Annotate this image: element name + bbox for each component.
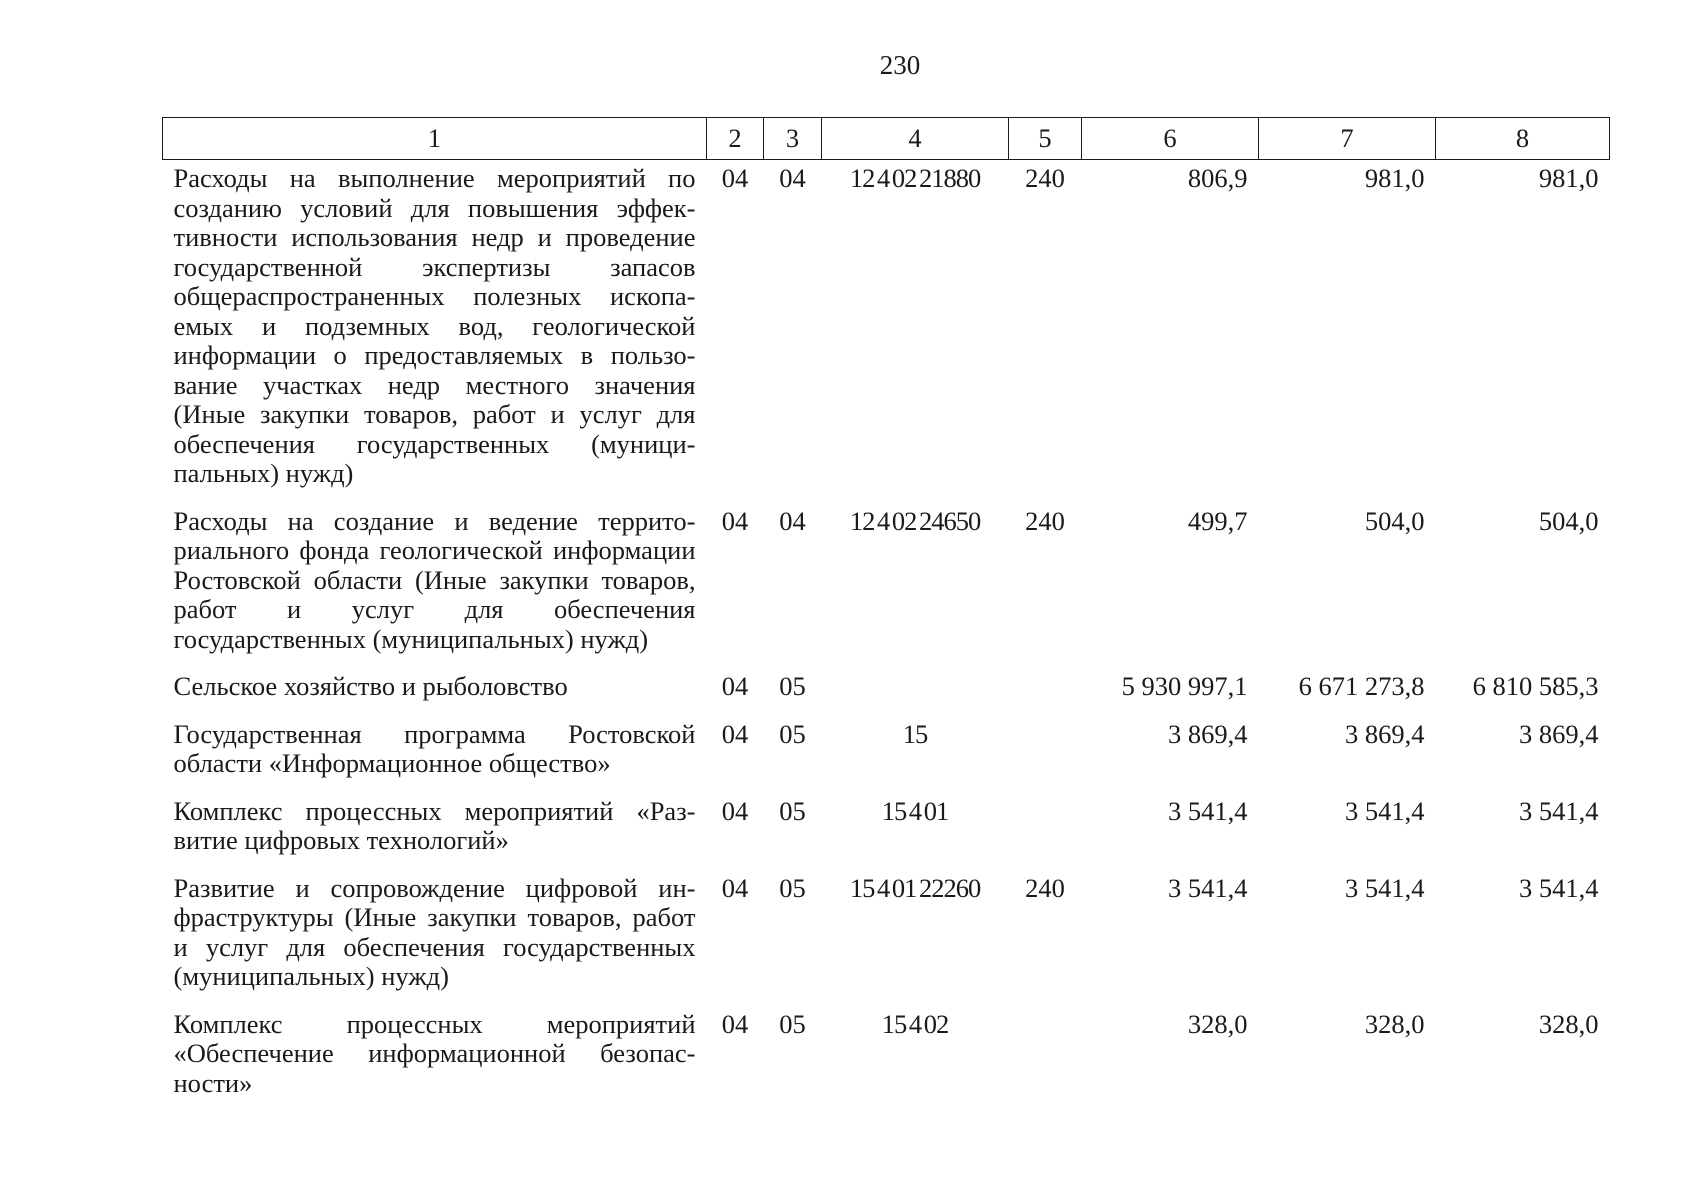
row-section-code: 04	[721, 505, 749, 536]
row-subsection-code: 04	[779, 163, 806, 193]
row-name: Расходы на создание и ведение территориального фонда геологической информации Ростовской области (Иные закупки товаров, работ и услуг для обеспечения государственных (муниципальных) нужд)	[173, 505, 696, 654]
row-amount-year-2: 504,0	[1364, 505, 1425, 536]
row-subsection-code: 05	[779, 795, 806, 826]
header-cell-5: 5	[1009, 118, 1082, 160]
table-row	[163, 498, 1610, 664]
row-expense-type: 240	[1025, 163, 1065, 193]
row-expense-type: 240	[1025, 505, 1065, 536]
row-subsection-code: 05	[779, 718, 806, 749]
row-expense-type	[1009, 1001, 1082, 1108]
row-subsection-code: 04	[779, 505, 806, 536]
row-amount-year-2: 3 541,4	[1345, 795, 1425, 826]
header-cell-6: 6	[1082, 118, 1259, 160]
row-target-article	[822, 663, 1009, 711]
row-expense-type	[1009, 788, 1082, 865]
row-section-code: 04	[721, 671, 749, 701]
row-target-article: 15 4 01	[881, 795, 949, 826]
row-name: Развитие и сопровождение цифровой инфраструктуры (Иные закупки товаров, работ и услуг для обеспечения государственных (муниципальных) нужд)	[173, 872, 696, 991]
row-target-article: 15	[902, 718, 928, 749]
row-section-code: 04	[721, 1008, 749, 1039]
row-amount-year-2: 328,0	[1364, 1008, 1425, 1039]
row-name: Расходы на выполнение мероприятий по созданию условий для повышения эффективности использования недр и проведение государственной экспертизы запасов общераспространенных полезных ископаемых и подземных вод, геологической информации о предоставляемых в пользование участках недр местного значения (Иные закупки товаров, работ и услуг для обеспечения государственных (муниципальных) нужд)	[173, 163, 696, 488]
row-target-article: 15 4 02	[881, 1008, 949, 1039]
row-amount-year-1: 3 541,4	[1168, 795, 1248, 826]
row-amount-year-2: 3 869,4	[1345, 718, 1425, 749]
row-amount-year-3: 981,0	[1538, 163, 1599, 193]
table-row	[163, 788, 1610, 865]
row-amount-year-3: 6 810 585,3	[1472, 671, 1599, 701]
row-amount-year-1: 499,7	[1187, 505, 1248, 536]
row-amount-year-1: 5 930 997,1	[1121, 671, 1248, 701]
table-row	[163, 865, 1610, 1001]
header-cell-1: 1	[163, 118, 707, 160]
budget-table	[162, 117, 1610, 1107]
row-target-article: 12 4 02 21880	[849, 163, 981, 193]
table-row	[163, 1001, 1610, 1108]
row-section-code: 04	[721, 163, 749, 193]
header-row	[163, 118, 1610, 160]
row-target-article: 12 4 02 24650	[849, 505, 981, 536]
table-row	[163, 160, 1610, 498]
row-amount-year-3: 3 869,4	[1519, 718, 1599, 749]
row-amount-year-3: 3 541,4	[1519, 795, 1599, 826]
row-expense-type	[1009, 711, 1082, 788]
row-amount-year-3: 328,0	[1538, 1008, 1599, 1039]
header-cell-3: 3	[764, 118, 822, 160]
row-amount-year-1: 3 541,4	[1168, 872, 1248, 903]
row-expense-type	[1009, 663, 1082, 711]
row-name: Комплекс процессных мероприятий «Развитие цифровых технологий»	[173, 795, 696, 855]
row-expense-type: 240	[1025, 872, 1065, 903]
row-amount-year-1: 3 869,4	[1168, 718, 1248, 749]
row-amount-year-1: 806,9	[1187, 163, 1248, 193]
table-row	[163, 711, 1610, 788]
row-amount-year-2: 981,0	[1364, 163, 1425, 193]
row-name: Сельское хозяйство и рыболовство	[173, 671, 568, 701]
header-cell-2: 2	[707, 118, 764, 160]
row-subsection-code: 05	[779, 872, 806, 903]
row-target-article: 15 4 01 22260	[849, 872, 981, 903]
header-cell-4: 4	[822, 118, 1009, 160]
page-number: 230	[879, 50, 921, 80]
row-amount-year-3: 3 541,4	[1519, 872, 1599, 903]
row-section-code: 04	[721, 718, 749, 749]
row-amount-year-2: 6 671 273,8	[1298, 671, 1425, 701]
row-section-code: 04	[721, 872, 749, 903]
row-amount-year-1: 328,0	[1187, 1008, 1248, 1039]
row-amount-year-3: 504,0	[1538, 505, 1599, 536]
row-subsection-code: 05	[779, 1008, 806, 1039]
row-subsection-code: 05	[779, 671, 806, 701]
row-amount-year-2: 3 541,4	[1345, 872, 1425, 903]
row-name: Государственная программа Ростовской области «Информационное общество»	[173, 718, 696, 778]
row-name: Комплекс процессных мероприятий «Обеспечение информационной безопасности»	[173, 1008, 696, 1098]
header-cell-7: 7	[1259, 118, 1436, 160]
header-cell-8: 8	[1436, 118, 1610, 160]
table-row	[163, 663, 1610, 711]
row-section-code: 04	[721, 795, 749, 826]
